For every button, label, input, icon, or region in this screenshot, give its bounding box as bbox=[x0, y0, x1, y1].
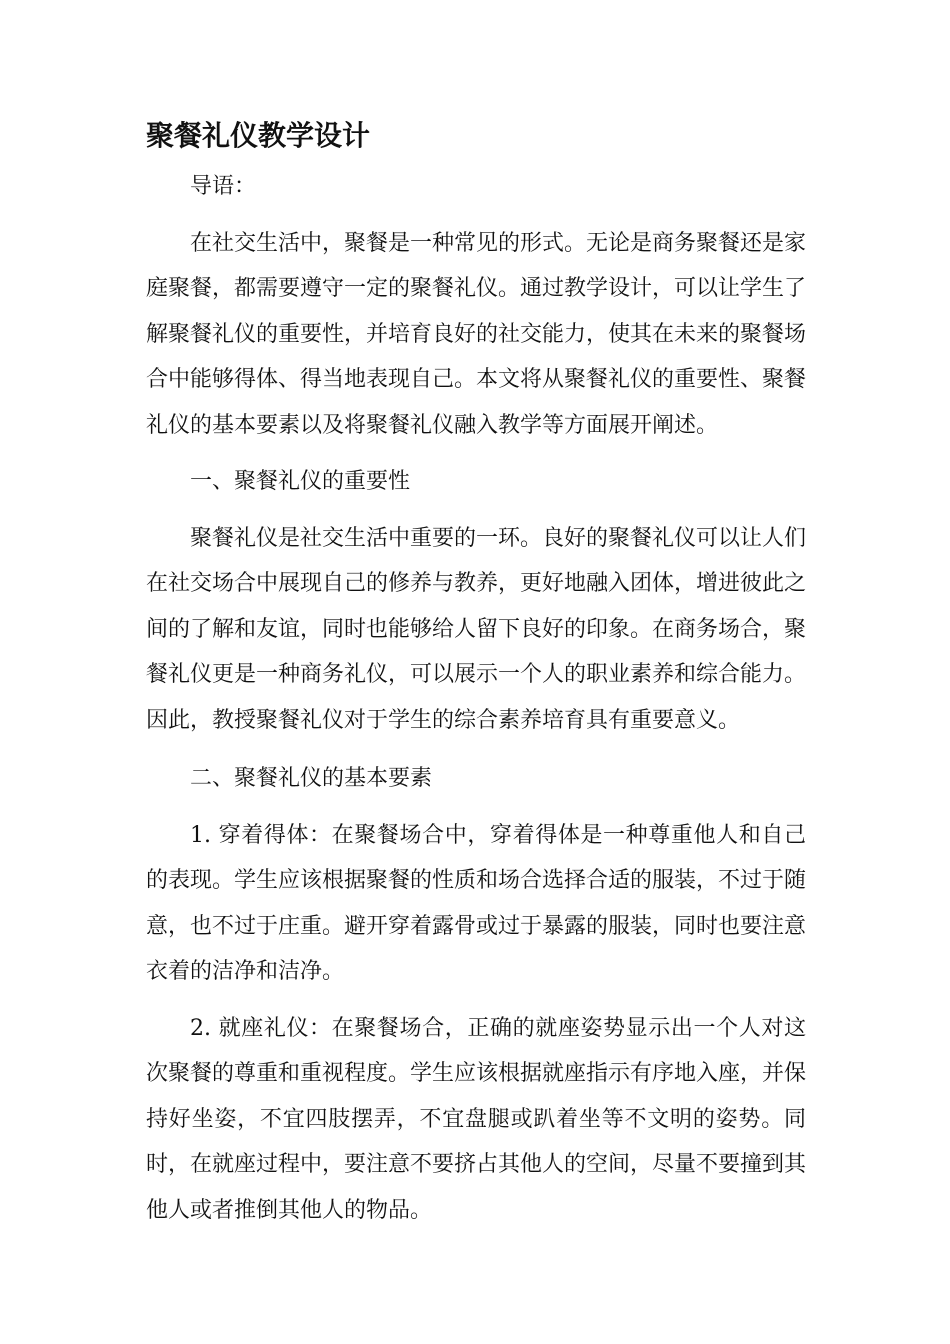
document-title: 聚餐礼仪教学设计 bbox=[146, 119, 371, 152]
importance-paragraph: 聚餐礼仪是社交生活中重要的一环。良好的聚餐礼仪可以让人们在社交场合中展现自己的修养与教养，更好地融入团体，增进彼此之间的了解和友谊，同时也能够给人留下良好的印象。在商务场合，聚餐礼仪更是一种商务礼仪，可以展示一个人的职业素养和综合能力。因此，教授聚餐礼仪对于学生的综合素养培育具有重要意义。 bbox=[146, 525, 807, 733]
intro-label: 导语： bbox=[190, 174, 257, 199]
list-item-attire: 1. 穿着得体：在聚餐场合中，穿着得体是一种尊重他人和自己的表现。学生应该根据聚餐的性质和场合选择合适的服装，不过于随意，也不过于庄重。避开穿着露骨或过于暴露的服装，同时也要注意衣着的洁净和洁净。 bbox=[146, 822, 807, 984]
section-heading-importance: 一、聚餐礼仪的重要性 bbox=[190, 469, 411, 494]
document-body bbox=[146, 164, 806, 1233]
list-item-seating: 2. 就座礼仪：在聚餐场合，正确的就座姿势显示出一个人对这次聚餐的尊重和重视程度。学生应该根据就座指示有序地入座，并保持好坐姿，不宜四肢摆弄，不宜盘腿或趴着坐等不文明的姿势。同时，在就座过程中，要注意不要挤占其他人的空间，尽量不要撞到其他人或者推倒其他人的物品。 bbox=[146, 1015, 807, 1223]
section-heading-elements: 二、聚餐礼仪的基本要素 bbox=[190, 766, 433, 791]
intro-paragraph: 在社交生活中，聚餐是一种常见的形式。无论是商务聚餐还是家庭聚餐，都需要遵守一定的聚餐礼仪。通过教学设计，可以让学生了解聚餐礼仪的重要性，并培育良好的社交能力，使其在未来的聚餐场合中能够得体、得当地表现自己。本文将从聚餐礼仪的重要性、聚餐礼仪的基本要素以及将聚餐礼仪融入教学等方面展开阐述。 bbox=[146, 230, 807, 438]
